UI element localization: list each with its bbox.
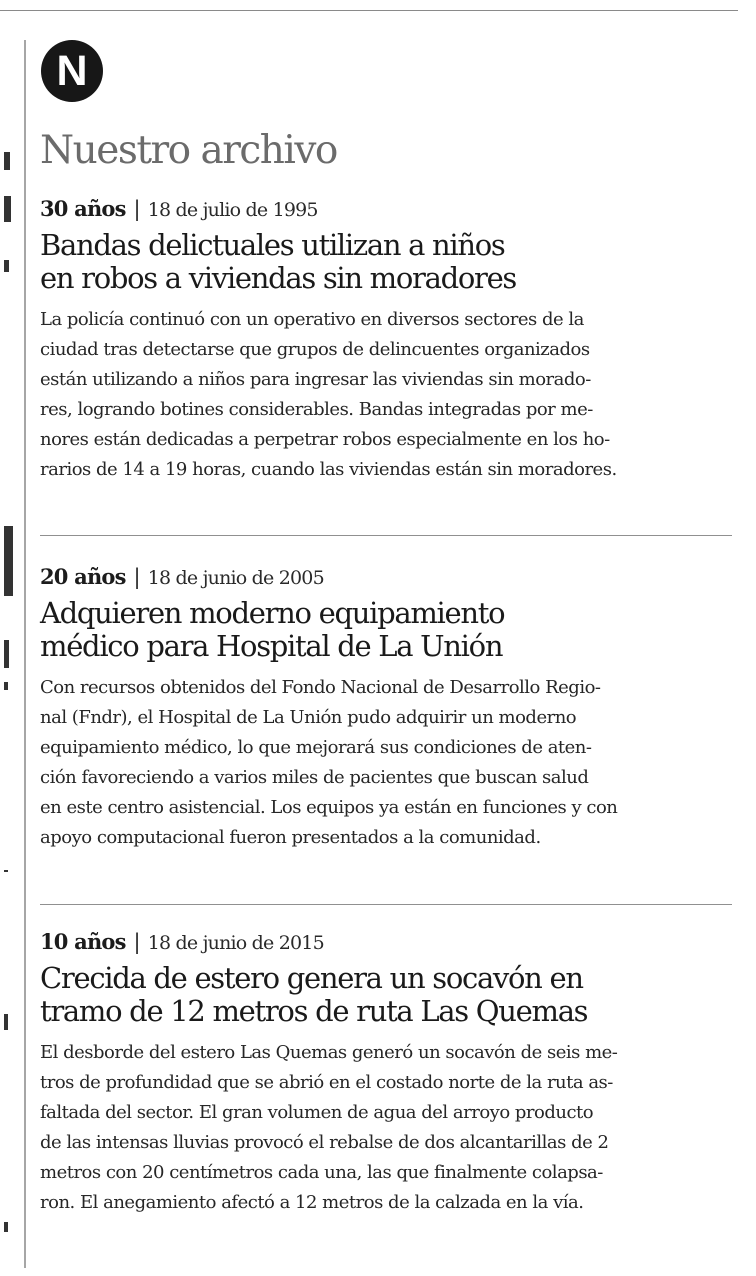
body-line: El desborde del estero Las Quemas generó un socavón de seis me- [40,1042,618,1063]
headline-line: Adquieren moderno equipamiento [40,596,505,630]
body-line: ción favoreciendo a varios miles de pacientes que buscan salud [40,767,589,788]
entry-kicker [40,195,740,223]
body-line: de las intensas lluvias provocó el rebalse de dos alcantarillas de 2 [40,1132,609,1153]
entry-years: 10 años [40,929,126,954]
badge-letter: N [56,47,88,95]
entry-divider [40,535,732,536]
entry-body [40,1038,740,1218]
entry-headline [40,229,740,295]
kicker-separator: | [133,565,140,589]
section-badge [41,40,103,102]
entry-headline [40,962,740,1028]
body-line: faltada del sector. El gran volumen de agua del arroyo producto [40,1102,594,1123]
entry-kicker [40,563,740,591]
entry-date: 18 de julio de 1995 [147,199,318,221]
archive-entry [40,563,740,853]
body-line: metros con 20 centímetros cada una, las que finalmente colapsa- [40,1162,603,1183]
entry-divider [40,904,732,905]
body-line: res, logrando botines considerables. Bandas integradas por me- [40,399,593,420]
body-line: equipamiento médico, lo que mejorará sus condiciones de aten- [40,737,592,758]
entry-years: 20 años [40,564,126,589]
headline-line: en robos a viviendas sin moradores [40,261,517,295]
headline-line: Crecida de estero genera un socavón en [40,961,583,995]
entry-kicker [40,928,740,956]
body-line: ciudad tras detectarse que grupos de delincuentes organizados [40,339,590,360]
body-line: están utilizando a niños para ingresar las viviendas sin morado- [40,369,591,390]
archive-entry [40,928,740,1218]
entry-years: 30 años [40,196,126,221]
entry-date: 18 de junio de 2005 [147,567,324,589]
entry-body [40,305,740,485]
body-line: nal (Fndr), el Hospital de La Unión pudo adquirir un moderno [40,707,577,728]
column-divider [24,40,26,1268]
body-line: rarios de 14 a 19 horas, cuando las viviendas están sin moradores. [40,459,617,480]
kicker-separator: | [133,930,140,954]
entry-headline [40,597,740,663]
headline-line: Bandas delictuales utilizan a niños [40,228,505,262]
entry-date: 18 de junio de 2015 [147,932,324,954]
headline-line: médico para Hospital de La Unión [40,629,503,663]
body-line: La policía continuó con un operativo en diversos sectores de la [40,309,584,330]
top-rule [0,10,738,11]
body-line: nores están dedicadas a perpetrar robos especialmente en los ho- [40,429,610,450]
entry-body [40,673,740,853]
body-line: en este centro asistencial. Los equipos ya están en funciones y con [40,797,618,818]
section-title: Nuestro archivo [40,128,337,173]
kicker-separator: | [133,197,140,221]
body-line: ron. El anegamiento afectó a 12 metros de la calzada en la vía. [40,1192,584,1213]
body-line: Con recursos obtenidos del Fondo Nacional de Desarrollo Regio- [40,677,601,698]
headline-line: tramo de 12 metros de ruta Las Quemas [40,994,588,1028]
archive-entry [40,195,740,485]
adjacent-column-fragments [0,0,20,1276]
body-line: tros de profundidad que se abrió en el costado norte de la ruta as- [40,1072,613,1093]
body-line: apoyo computacional fueron presentados a la comunidad. [40,827,541,848]
